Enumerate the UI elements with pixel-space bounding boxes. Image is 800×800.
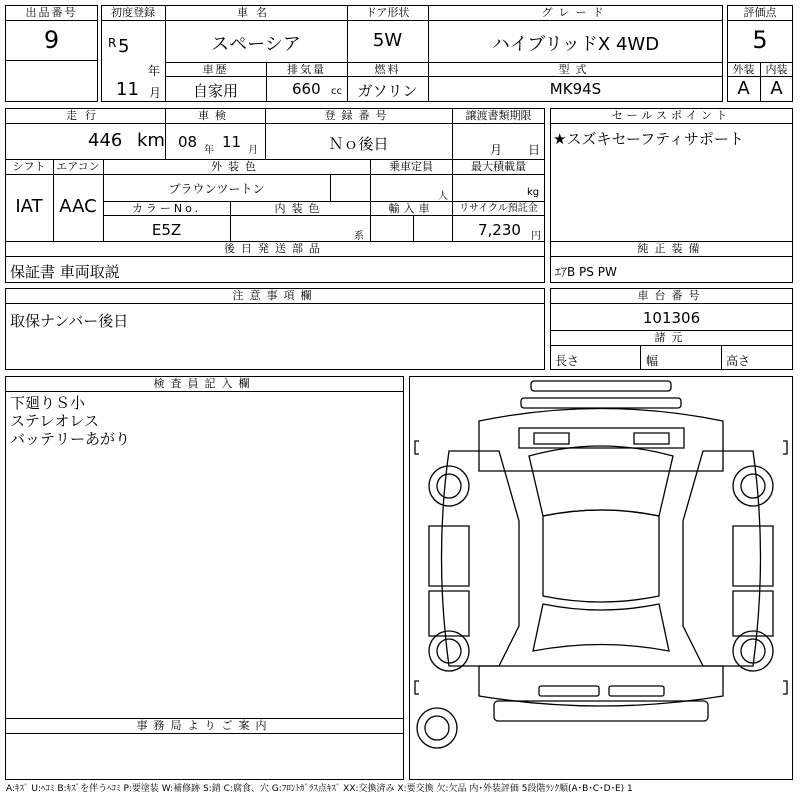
- displacement: 660: [292, 80, 321, 98]
- height-label: 高さ: [726, 354, 751, 368]
- reg-year: 5: [118, 36, 130, 57]
- sales-point: ★スズキセーフティサポート: [553, 130, 744, 148]
- month-unit: 月: [149, 86, 162, 100]
- int-grade: A: [770, 78, 783, 99]
- import-label: 輸入車: [388, 202, 434, 215]
- color-number: E5Z: [151, 221, 182, 239]
- history: 自家用: [192, 82, 238, 100]
- shift-label: シフト: [12, 160, 46, 173]
- grade-label: グレード: [541, 6, 610, 19]
- inspection-year: 08: [178, 133, 198, 151]
- dims-label: 諸元: [654, 331, 689, 344]
- inspector-label: 検査員記入欄: [153, 377, 256, 390]
- door-label: ドア形状: [365, 6, 410, 19]
- interior-color-label: 内装色: [274, 202, 326, 215]
- cc-unit: cc: [331, 86, 342, 97]
- model-label: 型式: [558, 63, 593, 76]
- exterior-color-label: 外装色: [211, 160, 262, 173]
- regno-label: 登録番号: [324, 109, 393, 122]
- ext-grade: A: [737, 78, 750, 99]
- ext-label: 外装: [732, 63, 755, 76]
- recycle-fee: 7,230: [478, 221, 521, 239]
- air-conditioner: AAC: [59, 196, 97, 217]
- inspector-note: バッテリーあがり: [10, 430, 131, 448]
- history-label: 車歴: [202, 63, 229, 76]
- chassis-number: 101306: [642, 309, 701, 327]
- office-label: 事務局よりご案内: [136, 719, 273, 732]
- year-unit: 年: [148, 64, 161, 78]
- shift: IAT: [15, 196, 43, 217]
- equipment: ｴｱB PS PW: [555, 265, 617, 279]
- car-diagram: [409, 376, 793, 780]
- inspector-note: ステレオレス: [10, 412, 99, 430]
- transfer-label: 譲渡書類期限: [465, 109, 532, 122]
- width-label: 幅: [646, 354, 659, 368]
- equipment-label: 純正装備: [637, 242, 706, 255]
- mileage-label: 走行: [66, 109, 104, 122]
- colorno-label: カラーNo.: [131, 202, 202, 215]
- mileage: 446: [88, 130, 123, 151]
- caution-text: 取保ナンバー後日: [10, 312, 129, 330]
- transfer-day-unit: 日: [528, 143, 541, 157]
- displacement-label: 排気量: [287, 63, 326, 76]
- lot-label: 出品番号: [25, 6, 78, 19]
- ac-label: エアコン: [56, 160, 100, 173]
- inspection-month: 11: [222, 133, 242, 151]
- fuel: ガソリン: [357, 82, 418, 100]
- model-code: MK94S: [549, 80, 602, 98]
- car-name-label: 車名: [237, 6, 275, 19]
- door-type: 5W: [372, 30, 403, 51]
- reg-month: 11: [116, 79, 139, 100]
- int-label: 内装: [765, 63, 788, 76]
- lot-number: 9: [43, 26, 60, 54]
- exterior-color: ブラウンツートン: [168, 182, 265, 196]
- fuel-label: 燃料: [374, 63, 401, 76]
- car-name: スペーシア: [211, 34, 301, 55]
- caution-label: 注意事項欄: [232, 289, 318, 302]
- maxload-label: 最大積載量: [471, 160, 526, 173]
- later-parts-label: 後日発送部品: [224, 242, 326, 255]
- maxload-unit: kg: [527, 187, 540, 198]
- length-label: 長さ: [555, 354, 580, 368]
- first-reg-label: 初度登録: [111, 6, 155, 19]
- score: 5: [752, 26, 768, 54]
- capacity-label: 乗車定員: [389, 160, 433, 173]
- chassis-label: 車台番号: [637, 289, 706, 302]
- sales-point-label: セールスポイント: [611, 109, 731, 122]
- km-unit: km: [137, 130, 165, 151]
- inspection-month-unit: 月: [248, 145, 258, 156]
- yen-unit: 円: [531, 231, 541, 242]
- inspector-note: 下廻りＳ小: [10, 394, 86, 412]
- inspection-label: 車検: [198, 109, 232, 122]
- era-letter: R: [108, 36, 117, 50]
- inspector-notes: [10, 394, 130, 448]
- capacity-unit: 人: [438, 191, 448, 202]
- registration-number: Ｎｏ後日: [328, 135, 389, 153]
- interior-color-unit: 系: [354, 231, 364, 242]
- transfer-month-unit: 月: [490, 143, 503, 157]
- score-label: 評価点: [743, 6, 777, 19]
- recycle-label: リサイクル預託金: [459, 203, 538, 214]
- grade: ハイブリッドX 4WD: [491, 34, 660, 55]
- legend: A:ｷｽﾞ U:ﾍｺﾐ B:ｷｽﾞを伴うﾍｺﾐ P:要塗装 W:補修跡 S:錆 C:腐食、穴 G:ﾌﾛﾝﾄｶﾞﾗｽ点ｷｽﾞ XX:交換済み X:要交換 欠:欠品 内･外装評価 5段階ﾗﾝｸ順(A･B･C･D･E) 1: [6, 784, 633, 794]
- inspection-year-unit: 年: [204, 145, 214, 156]
- later-parts: 保証書 車両取説: [10, 263, 120, 281]
